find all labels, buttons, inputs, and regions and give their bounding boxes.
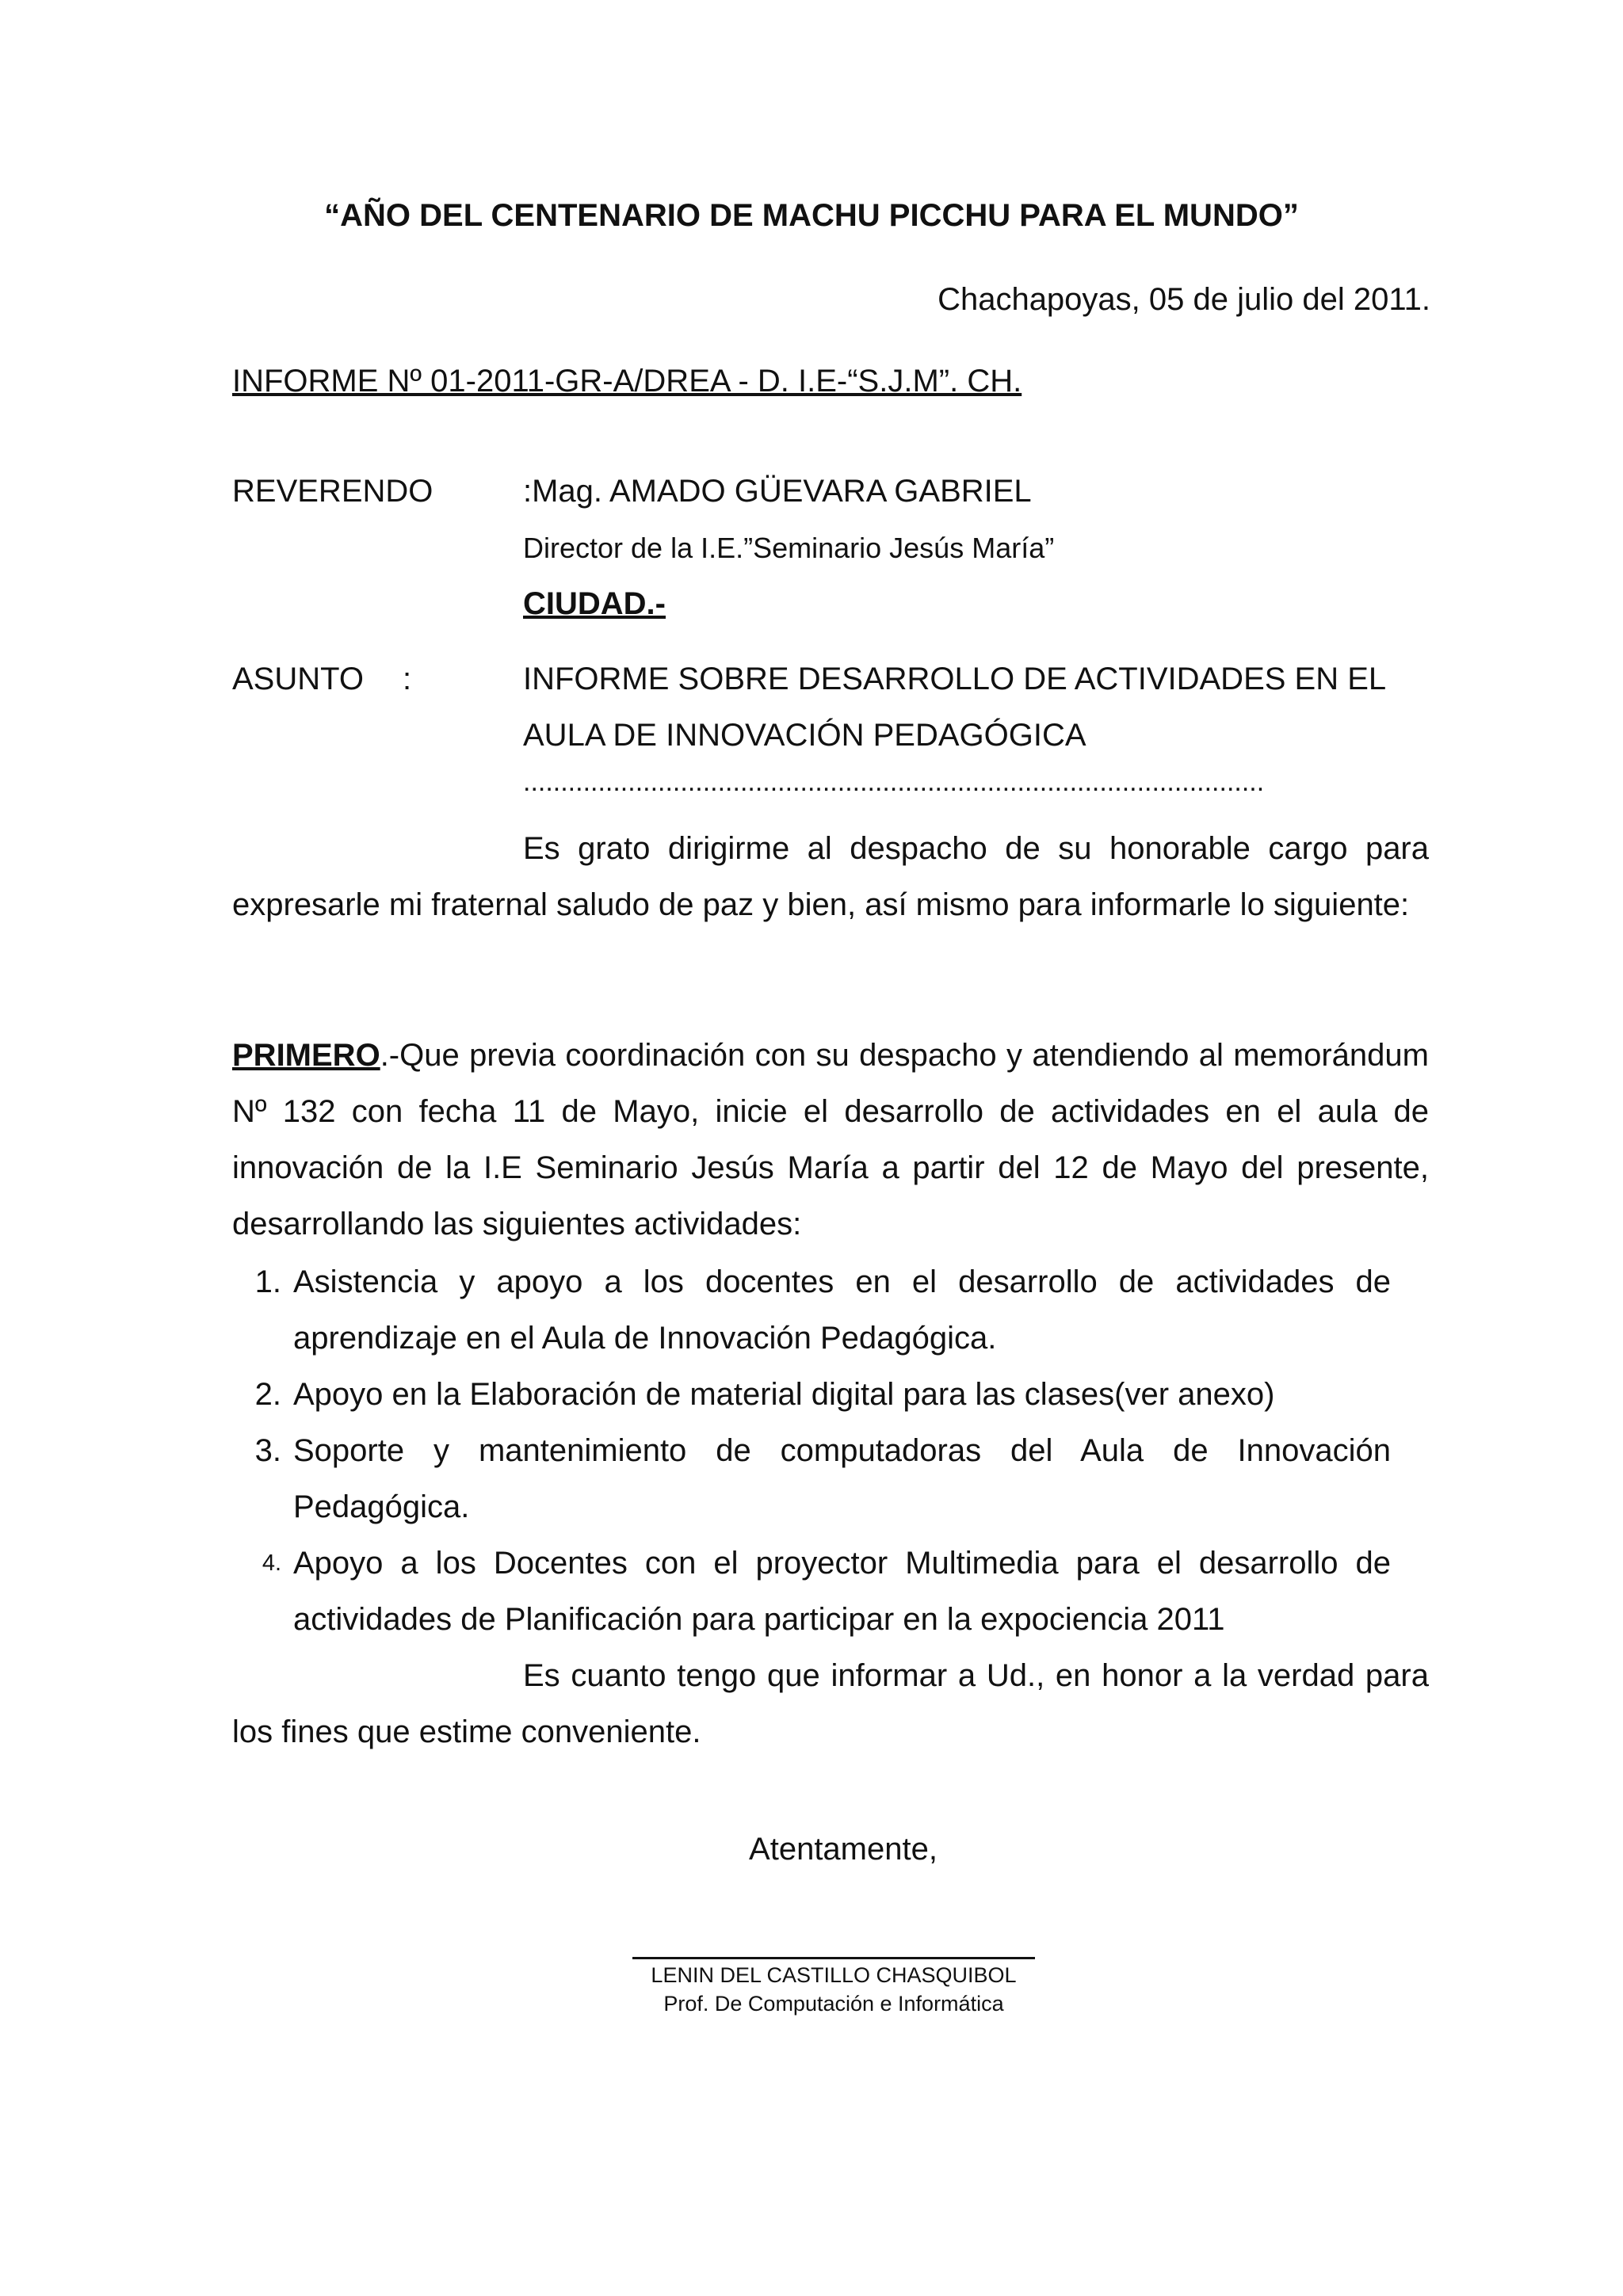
list-number: 2.: [254, 1377, 281, 1412]
first-text: .-Que previa coordinación con su despacho y atendiendo al memorándum Nº 132 con fecha 11 de Mayo, inicie el desarrollo de actividades en el aula de innovación de la I.E Seminario Jesús María a partir del 12 de Mayo del presente, desarrollando las siguientes actividades:: [232, 1038, 1429, 1241]
place-date: Chachapoyas, 05 de julio del 2011.: [938, 282, 1430, 317]
list-text: Soporte y mantenimiento de computadoras del Aula de Innovación Pedagógica.: [293, 1433, 1391, 1524]
list-number: 3.: [254, 1433, 281, 1468]
subject-dots: ...................................................................................................: [523, 769, 1265, 795]
subject-line-2: AULA DE INNOVACIÓN PEDAGÓGICA: [523, 718, 1086, 753]
greeting-paragraph: Es grato dirigirme al despacho de su honorable cargo para expresarle mi fraternal saludo de paz y bien, así mismo para informarle lo siguiente:: [232, 831, 1429, 922]
first-label: PRIMERO: [232, 1038, 380, 1073]
signatory-name: LENIN DEL CASTILLO CHASQUIBOL: [651, 1963, 1017, 1987]
list-number: 1.: [254, 1264, 281, 1299]
list-number: 4.: [262, 1550, 281, 1576]
list-text: Apoyo a los Docentes con el proyector Multimedia para el desarrollo de actividades de Planificación para participar en la expociencia 2011: [293, 1546, 1391, 1637]
signature-line: [632, 1957, 1035, 1959]
recipient-position: Director de la I.E.”Seminario Jesús María”: [523, 532, 1055, 564]
signatory-title: Prof. De Computación e Informática: [663, 1992, 1004, 2016]
list-text: Apoyo en la Elaboración de material digital para las clases(ver anexo): [293, 1377, 1275, 1412]
recipient-city: CIUDAD.-: [523, 586, 666, 621]
subject-label: ASUNTO: [232, 662, 364, 696]
valediction: Atentamente,: [749, 1832, 938, 1867]
list-text: Asistencia y apoyo a los docentes en el desarrollo de actividades de aprendizaje en el Aula de Innovación Pedagógica.: [293, 1264, 1391, 1356]
recipient-label: REVERENDO: [232, 474, 433, 509]
first-paragraph: [232, 1028, 1429, 1253]
subject-colon: :: [403, 662, 412, 696]
closing-paragraph: Es cuanto tengo que informar a Ud., en honor a la verdad para los fines que estime conveniente.: [232, 1658, 1429, 1749]
subject-line-1: INFORME SOBRE DESARROLLO DE ACTIVIDADES EN EL: [523, 662, 1387, 696]
year-motto: “AÑO DEL CENTENARIO DE MACHU PICCHU PARA EL MUNDO”: [324, 198, 1299, 233]
recipient-name: :Mag. AMADO GÜEVARA GABRIEL: [523, 474, 1032, 509]
report-number: INFORME Nº 01-2011-GR-A/DREA - D. I.E-“S.J.M”. CH.: [232, 364, 1022, 399]
